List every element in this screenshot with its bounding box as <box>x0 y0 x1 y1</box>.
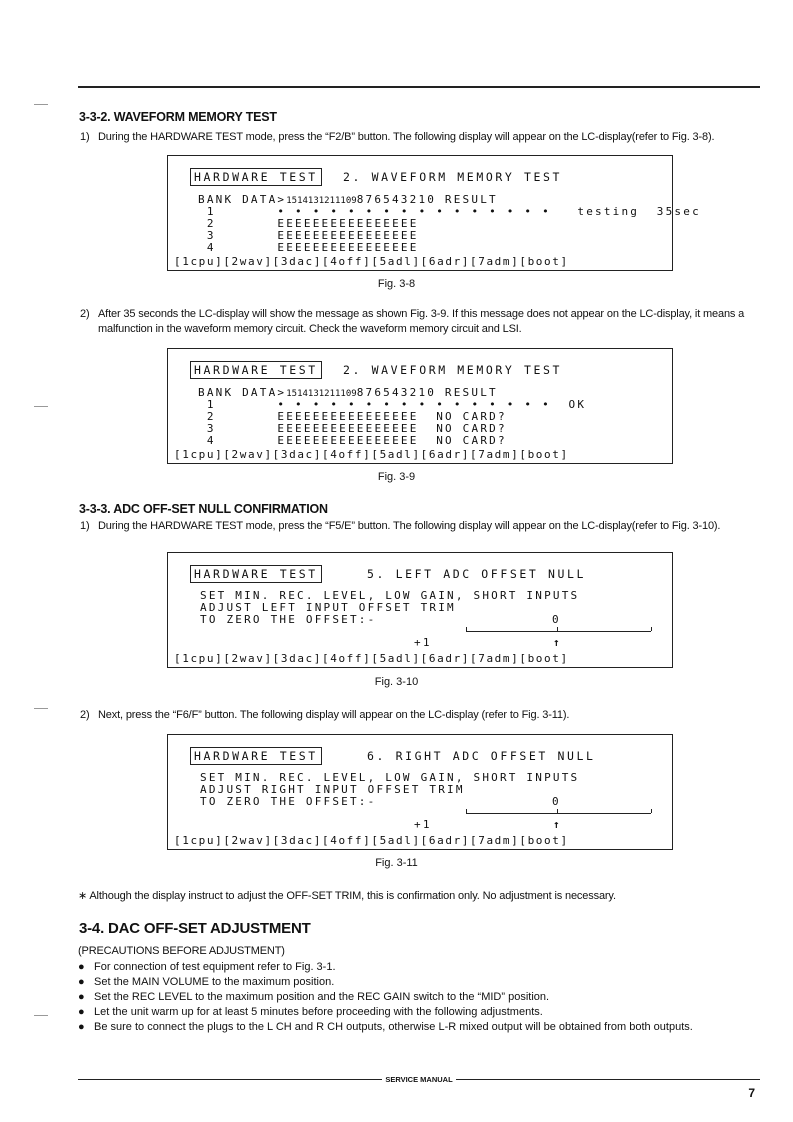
lcd-instruction-2: ADJUST RIGHT INPUT OFFSET TRIM <box>200 783 465 796</box>
bullet-icon: ● <box>78 1021 85 1033</box>
margin-mark <box>34 406 48 407</box>
precautions-subheading: (PRECAUTIONS BEFORE ADJUSTMENT) <box>78 945 285 957</box>
figure-caption-3-9: Fig. 3-9 <box>377 471 416 483</box>
lcd-bit-labels: 1514131211109 <box>286 389 357 399</box>
lcd-meter-zero-label: 0 <box>552 613 561 626</box>
lcd-meter-value: +1 <box>414 636 432 649</box>
lcd-meter-scale <box>466 631 651 632</box>
lcd-meter-value: +1 <box>414 818 432 831</box>
paragraph-text: During the HARDWARE TEST mode, press the “F2/B” button. The following display will appear on the LC-display(refer to Fig. 3-8). <box>98 131 715 143</box>
paragraph-333-2 <box>80 708 760 723</box>
paragraph-number: 1) <box>80 131 90 143</box>
section-heading-34: 3-4. DAC OFF-SET ADJUSTMENT <box>79 920 311 937</box>
lcd-meter-arrow-icon: ↑ <box>553 636 560 649</box>
paragraph-text: During the HARDWARE TEST mode, press the “F5/E” button. The following display will appear on the LC-display(refer to Fig. 3-10). <box>98 520 721 532</box>
list-item-text: Let the unit warm up for at least 5 minutes before proceeding with the following adjustments. <box>94 1006 543 1018</box>
paragraph-332-2 <box>80 307 760 337</box>
bullet-icon: ● <box>78 1006 85 1018</box>
margin-mark <box>34 708 48 709</box>
paragraph-332-1 <box>80 130 760 145</box>
lcd-row-bank-1: 1 • • • • • • • • • • • • • • • • testing 35sec <box>198 205 701 218</box>
lcd-instruction-2: ADJUST LEFT INPUT OFFSET TRIM <box>200 601 456 614</box>
lcd-meter-tick <box>651 809 652 813</box>
list-item <box>78 990 763 1005</box>
section-heading-332: 3-3-2. WAVEFORM MEMORY TEST <box>79 110 277 124</box>
lcd-title-box: HARDWARE TEST <box>190 747 322 765</box>
lcd-title: 2. WAVEFORM MEMORY TEST <box>343 170 563 184</box>
lcd-meter-tick <box>651 627 652 631</box>
figure-caption-3-10: Fig. 3-10 <box>374 676 419 688</box>
lcd-title-box: HARDWARE TEST <box>190 361 322 379</box>
lcd-display-fig-3-8 <box>167 155 701 271</box>
lcd-bit-labels: 1514131211109 <box>286 196 357 206</box>
bullet-icon: ● <box>78 961 85 973</box>
lcd-meter-zero-label: 0 <box>552 795 561 808</box>
lcd-display-fig-3-11 <box>167 734 673 850</box>
lcd-title: 2. WAVEFORM MEMORY TEST <box>343 363 563 377</box>
lcd-menu-bar: [1cpu][2wav][3dac][4off][5adl][6adr][7adm][boot] <box>174 448 569 461</box>
lcd-instruction-3: TO ZERO THE OFFSET:- <box>200 795 377 808</box>
figure-caption-3-11: Fig. 3-11 <box>375 857 418 869</box>
footer <box>78 1073 760 1087</box>
lcd-row-bank-4: 4 EEEEEEEEEEEEEEEE <box>198 241 419 254</box>
lcd-instruction-1: SET MIN. REC. LEVEL, LOW GAIN, SHORT INPUTS <box>200 771 580 784</box>
margin-mark <box>34 1015 48 1016</box>
margin-mark <box>34 104 48 105</box>
lcd-title-box: HARDWARE TEST <box>190 168 322 186</box>
lcd-meter-arrow-icon: ↑ <box>553 818 560 831</box>
lcd-meter-tick <box>557 809 558 813</box>
lcd-meter-tick <box>466 627 467 631</box>
lcd-row-bank-3: 3 EEEEEEEEEEEEEEEE NO CARD? <box>198 422 507 435</box>
figure-caption-3-8: Fig. 3-8 <box>377 278 416 290</box>
paragraph-text: Next, press the “F6/F” button. The following display will appear on the LC-display (refer to Fig. 3-11). <box>98 709 570 721</box>
bullet-icon: ● <box>78 976 85 988</box>
lcd-menu-bar: [1cpu][2wav][3dac][4off][5adl][6adr][7adm][boot] <box>174 255 569 268</box>
lcd-bank-data-label: BANK DATA> <box>198 193 287 206</box>
lcd-row-bank-4: 4 EEEEEEEEEEEEEEEE NO CARD? <box>198 434 507 447</box>
list-item <box>78 1020 763 1035</box>
list-item-text: For connection of test equipment refer to Fig. 3-1. <box>94 961 336 973</box>
paragraph-333-1 <box>80 519 760 534</box>
lcd-row-bank-3: 3 EEEEEEEEEEEEEEEE <box>198 229 419 242</box>
lcd-row-bank-2: 2 EEEEEEEEEEEEEEEE NO CARD? <box>198 410 507 423</box>
list-item-text: Set the MAIN VOLUME to the maximum position. <box>94 976 335 988</box>
lcd-meter-tick <box>557 627 558 631</box>
footer-label-text: SERVICE MANUAL <box>382 1075 455 1084</box>
lcd-title: 6. RIGHT ADC OFFSET NULL <box>367 749 596 763</box>
list-item-text: Be sure to connect the plugs to the L CH and R CH outputs, otherwise L-R mixed output will be obtained from both outputs. <box>94 1021 693 1033</box>
lcd-result-label: 876543210 RESULT <box>356 193 498 206</box>
list-item <box>78 960 763 975</box>
note: ∗ Although the display instruct to adjust the OFF-SET TRIM, this is confirmation only. No adjustment is necessary. <box>78 890 616 902</box>
footer-label <box>78 1073 760 1087</box>
list-item-text: Set the REC LEVEL to the maximum position and the REC GAIN switch to the “MID” position. <box>94 991 550 1003</box>
lcd-menu-bar: [1cpu][2wav][3dac][4off][5adl][6adr][7adm][boot] <box>174 834 569 847</box>
top-rule <box>78 86 760 88</box>
lcd-bank-data-label: BANK DATA> <box>198 386 287 399</box>
lcd-display-fig-3-9 <box>167 348 673 464</box>
lcd-title: 5. LEFT ADC OFFSET NULL <box>367 567 587 581</box>
paragraph-number: 1) <box>80 520 90 532</box>
lcd-result-label: 876543210 RESULT <box>356 386 498 399</box>
lcd-menu-bar: [1cpu][2wav][3dac][4off][5adl][6adr][7adm][boot] <box>174 652 569 665</box>
lcd-title-box: HARDWARE TEST <box>190 565 322 583</box>
lcd-row-bank-2: 2 EEEEEEEEEEEEEEEE <box>198 217 419 230</box>
list-item <box>78 975 763 990</box>
paragraph-number: 2) <box>80 709 90 721</box>
section-heading-333: 3-3-3. ADC OFF-SET NULL CONFIRMATION <box>79 502 328 516</box>
paragraph-text: After 35 seconds the LC-display will show the message as shown Fig. 3-9. If this message does not appear on the LC-display, it means a malfunction in the waveform memory circuit. Check the waveform memory circuit and LSI. <box>98 308 745 335</box>
lcd-row-bank-1: 1 • • • • • • • • • • • • • • • • OK <box>198 398 587 411</box>
list-item <box>78 1005 763 1020</box>
lcd-meter-tick <box>466 809 467 813</box>
lcd-instruction-3: TO ZERO THE OFFSET:- <box>200 613 377 626</box>
lcd-display-fig-3-10 <box>167 552 673 668</box>
precautions-list <box>78 960 763 1035</box>
page-number: 7 <box>748 1086 755 1100</box>
bullet-icon: ● <box>78 991 85 1003</box>
lcd-meter-scale <box>466 813 651 814</box>
lcd-instruction-1: SET MIN. REC. LEVEL, LOW GAIN, SHORT INPUTS <box>200 589 580 602</box>
paragraph-number: 2) <box>80 308 90 320</box>
